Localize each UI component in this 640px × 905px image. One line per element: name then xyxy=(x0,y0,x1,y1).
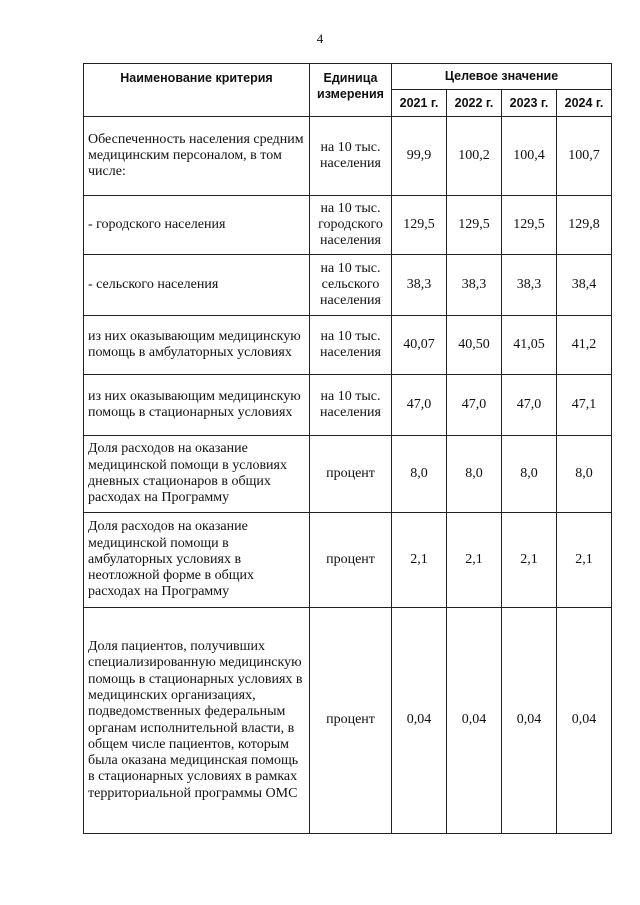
value-2021: 38,3 xyxy=(392,255,447,316)
criterion-name: Доля расходов на оказание медицинской помощи в условиях дневных стационаров в общих расходах на Программу xyxy=(84,436,310,513)
value-2024: 41,2 xyxy=(557,316,612,375)
criterion-unit: процент xyxy=(310,608,392,834)
criterion-unit: на 10 тыс. населения xyxy=(310,316,392,375)
value-2023: 47,0 xyxy=(502,375,557,436)
criterion-name: - городского населения xyxy=(84,196,310,255)
header-criterion-name: Наименование критерия xyxy=(84,64,310,117)
value-2024: 100,7 xyxy=(557,117,612,196)
value-2022: 129,5 xyxy=(447,196,502,255)
header-year-2022: 2022 г. xyxy=(447,90,502,117)
criterion-unit: на 10 тыс. городского населения xyxy=(310,196,392,255)
value-2024: 47,1 xyxy=(557,375,612,436)
value-2021: 47,0 xyxy=(392,375,447,436)
header-unit: Единица измерения xyxy=(310,64,392,117)
value-2021: 2,1 xyxy=(392,513,447,608)
criterion-unit: процент xyxy=(310,436,392,513)
criterion-name: из них оказывающим медицинскую помощь в стационарных условиях xyxy=(84,375,310,436)
criterion-unit: на 10 тыс. населения xyxy=(310,117,392,196)
value-2022: 100,2 xyxy=(447,117,502,196)
value-2024: 2,1 xyxy=(557,513,612,608)
criterion-name: - сельского населения xyxy=(84,255,310,316)
value-2024: 8,0 xyxy=(557,436,612,513)
value-2023: 38,3 xyxy=(502,255,557,316)
value-2024: 129,8 xyxy=(557,196,612,255)
value-2022: 2,1 xyxy=(447,513,502,608)
criterion-name: Доля пациентов, получивших специализированную медицинскую помощь в стационарных условиях в медицинских организациях, подведомственных федеральным органам исполнительной власти, в общем числе пациентов, которым была оказана медицинская помощь в стационарных условиях в рамках территориальной программы ОМС xyxy=(84,608,310,834)
criterion-unit: на 10 тыс. сельского населения xyxy=(310,255,392,316)
value-2022: 38,3 xyxy=(447,255,502,316)
criterion-unit: процент xyxy=(310,513,392,608)
value-2021: 8,0 xyxy=(392,436,447,513)
header-year-2023: 2023 г. xyxy=(502,90,557,117)
table-row xyxy=(84,255,612,316)
table-row xyxy=(84,375,612,436)
table-row xyxy=(84,117,612,196)
page-number: 4 xyxy=(316,31,324,46)
value-2023: 2,1 xyxy=(502,513,557,608)
table-row xyxy=(84,436,612,513)
value-2024: 38,4 xyxy=(557,255,612,316)
value-2023: 129,5 xyxy=(502,196,557,255)
table-row xyxy=(84,316,612,375)
criterion-name: из них оказывающим медицинскую помощь в амбулаторных условиях xyxy=(84,316,310,375)
value-2021: 129,5 xyxy=(392,196,447,255)
value-2022: 47,0 xyxy=(447,375,502,436)
value-2023: 100,4 xyxy=(502,117,557,196)
header-year-2024: 2024 г. xyxy=(557,90,612,117)
table-row xyxy=(84,608,612,834)
criterion-name: Обеспеченность населения средним медицинским персоналом, в том числе: xyxy=(84,117,310,196)
value-2023: 8,0 xyxy=(502,436,557,513)
criterion-name: Доля расходов на оказание медицинской помощи в амбулаторных условиях в неотложной форме в общих расходах на Программу xyxy=(84,513,310,608)
value-2021: 99,9 xyxy=(392,117,447,196)
table-row xyxy=(84,513,612,608)
value-2022: 40,50 xyxy=(447,316,502,375)
criterion-unit: на 10 тыс. населения xyxy=(310,375,392,436)
header-year-2021: 2021 г. xyxy=(392,90,447,117)
table-row xyxy=(84,196,612,255)
value-2024: 0,04 xyxy=(557,608,612,834)
value-2022: 0,04 xyxy=(447,608,502,834)
criteria-table xyxy=(83,63,612,834)
value-2023: 0,04 xyxy=(502,608,557,834)
header-target-value: Целевое значение xyxy=(392,64,612,90)
value-2021: 0,04 xyxy=(392,608,447,834)
value-2021: 40,07 xyxy=(392,316,447,375)
value-2023: 41,05 xyxy=(502,316,557,375)
value-2022: 8,0 xyxy=(447,436,502,513)
